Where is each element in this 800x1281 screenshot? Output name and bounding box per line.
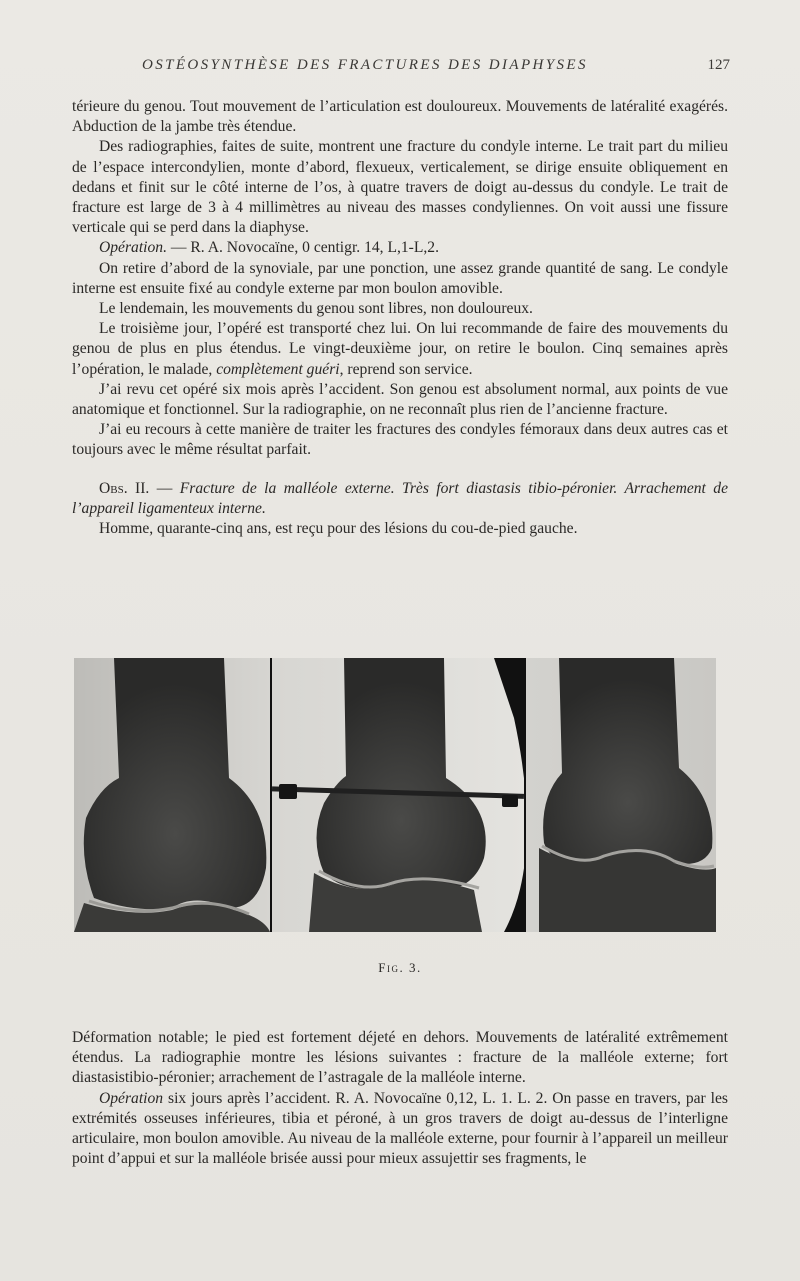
paragraph: J’ai revu cet opéré six mois après l’accident. Son genou est absolument normal, aux points de vue anatomique et fonctionnel. Sur la radiographie, on ne reconnaît plus rien de l’ancienne fracture. xyxy=(72,380,728,419)
operation-text: — R. A. Novocaïne, 0 centigr. 14, L,1-L,2. xyxy=(167,239,439,257)
paragraph: térieure du genou. Tout mouvement de l’articulation est douloureux. Mouvements de latéralité exagérés. Abduction de la jambe très étendue. xyxy=(72,98,728,136)
observation-heading xyxy=(72,479,728,519)
paragraph: On retire d’abord de la synoviale, par une ponction, une assez grande quantité de sang. Le condyle interne est ensuite fixé au condyle externe par mon boulon amovible. xyxy=(72,259,728,297)
observation-dash: — xyxy=(149,479,180,497)
figure-caption-text: Fig. 3. xyxy=(378,960,422,975)
operation-label: Opération xyxy=(99,1089,164,1107)
text-block-top xyxy=(72,97,728,539)
operation-label: Opération. xyxy=(99,239,168,257)
paragraph xyxy=(72,319,728,380)
radiograph-left xyxy=(74,658,270,932)
observation-title: Fracture de la malléole externe. Très fort diastasis tibio-péronier. Arrachement de l’appareil ligamenteux interne. xyxy=(72,479,729,517)
paragraph: Le lendemain, les mouvements du genou sont libres, non douloureux. xyxy=(99,300,533,318)
figure-radiographs xyxy=(74,658,716,932)
paragraph: Homme, quarante-cinq ans, est reçu pour des lésions du cou-de-pied gauche. xyxy=(99,520,578,538)
running-header xyxy=(72,57,730,79)
figure-caption xyxy=(0,960,800,976)
paragraph: Déformation notable; le pied est fortement déjeté en dehors. Mouvements de latéralité extrêmement étendus. La radiographie montre les lésions suivantes : fracture de la malléole externe; fort diastasistibio-péronier; arrachement de l’astragale de la malléole interne. xyxy=(72,1029,728,1087)
running-title: OSTÉOSYNTHÈSE DES FRACTURES DES DIAPHYSES xyxy=(142,57,588,73)
page-number: 127 xyxy=(707,57,730,73)
operation-paragraph xyxy=(72,238,728,258)
radiograph-right xyxy=(526,658,716,932)
observation-label: Obs. II. xyxy=(99,479,150,497)
operation-paragraph xyxy=(72,1089,728,1170)
radiograph-center-with-bolt xyxy=(272,658,527,932)
paragraph-text: Le troisième jour, l’opéré est transporté chez lui. On lui recommande de faire des mouvements du genou de plus en plus étendus. Le vingt-deuxième jour, on retire le boulon. Cinq semaines après l’opération, le malade, xyxy=(72,320,728,378)
paragraph: J’ai eu recours à cette manière de traiter les fractures des condyles fémoraux dans deux autres cas et toujours avec le même résultat parfait. xyxy=(72,421,728,459)
paragraph-text: , reprend son service. xyxy=(339,360,473,378)
text-block-bottom xyxy=(72,1028,728,1169)
operation-text: six jours après l’accident. R. A. Novocaïne 0,12, L. 1. L. 2. On passe en travers, par les extrémités osseuses inférieures, tibia et péroné, à un gros travers de doigt au-dessus de l’interligne articulaire, mon boulon amovible. Au niveau de la malléole externe, pour fournir à l’appareil un meilleur point d’appui et sur la malléole brisée aussi pour mieux assujettir ses fragments, le xyxy=(72,1089,728,1168)
radiograph-panels xyxy=(74,658,716,932)
emphasis-text: complètement guéri xyxy=(216,360,340,378)
paragraph: Des radiographies, faites de suite, montrent une fracture du condyle interne. Le trait part du milieu de l’espace intercondylien, monte d’abord, flexueux, verticalement, se dirige ensuite obliquement en dedans et finit sur le côté interne de l’os, à quatre travers de doigt au-dessus du condyle. Le trait de fracture est large de 3 à 4 millimètres au niveau des masses condyliennes. On voit aussi une fissure verticale qui se perd dans la diaphyse. xyxy=(72,138,728,237)
